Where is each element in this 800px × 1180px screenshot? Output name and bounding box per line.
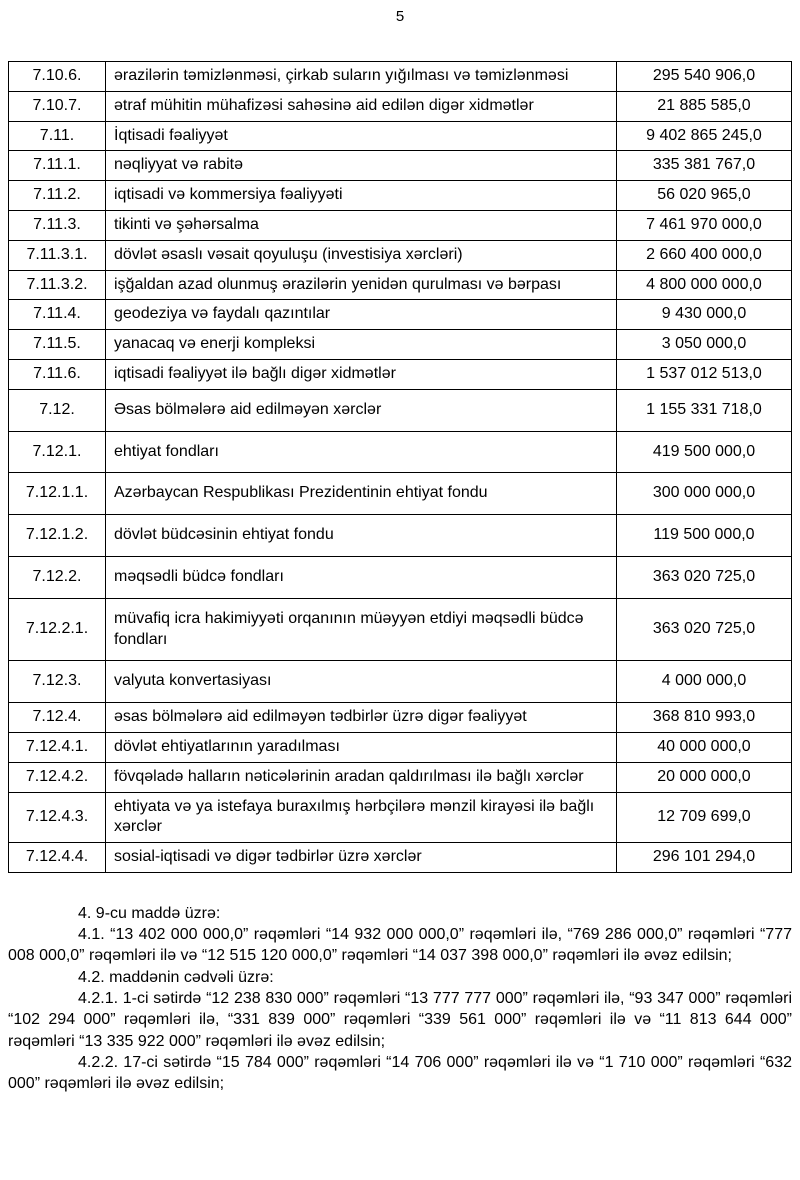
cell-desc: nəqliyyat və rabitə [106, 151, 617, 181]
cell-desc: Əsas bölmələrə aid edilməyən xərclər [106, 389, 617, 431]
cell-amount: 7 461 970 000,0 [617, 210, 792, 240]
table-row [9, 598, 792, 661]
cell-code: 7.11.3.1. [9, 240, 106, 270]
table-row [9, 473, 792, 515]
cell-amount: 363 020 725,0 [617, 598, 792, 661]
cell-desc: İqtisadi fəaliyyət [106, 121, 617, 151]
cell-amount: 300 000 000,0 [617, 473, 792, 515]
table-row [9, 762, 792, 792]
cell-desc: valyuta konvertasiyası [106, 661, 617, 703]
cell-amount: 295 540 906,0 [617, 62, 792, 92]
paragraph-4-2-1: 4.2.1. 1-ci sətirdə “12 238 830 000” rəqəmləri “13 777 777 000” rəqəmləri ilə, “93 347 000” rəqəmləri “102 294 000” rəqəmləri ilə, “331 839 000” rəqəmləri “339 561 000” rəqəmləri ilə və “11 813 644 000” rəqəmləri “13 335 922 000” rəqəmləri ilə əvəz edilsin; [8, 989, 792, 1050]
cell-amount: 2 660 400 000,0 [617, 240, 792, 270]
cell-amount: 9 402 865 245,0 [617, 121, 792, 151]
table-row [9, 359, 792, 389]
cell-amount: 12 709 699,0 [617, 792, 792, 843]
cell-code: 7.11.3. [9, 210, 106, 240]
table-row [9, 661, 792, 703]
cell-desc: müvafiq icra hakimiyyəti orqanının müəyyən etdiyi məqsədli büdcə fondları [106, 598, 617, 661]
paragraph-4-2: 4.2. maddənin cədvəli üzrə: [78, 968, 274, 986]
cell-code: 7.12.1. [9, 431, 106, 473]
table-row [9, 121, 792, 151]
cell-code: 7.11.4. [9, 300, 106, 330]
cell-code: 7.11.2. [9, 181, 106, 211]
cell-amount: 368 810 993,0 [617, 703, 792, 733]
cell-desc: ehtiyata və ya istefaya buraxılmış hərbçilərə mənzil kirayəsi ilə bağlı xərclər [106, 792, 617, 843]
cell-desc: işğaldan azad olunmuş ərazilərin yenidən qurulması və bərpası [106, 270, 617, 300]
cell-desc: iqtisadi fəaliyyət ilə bağlı digər xidmətlər [106, 359, 617, 389]
cell-desc: sosial-iqtisadi və digər tədbirlər üzrə xərclər [106, 843, 617, 873]
cell-amount: 4 800 000 000,0 [617, 270, 792, 300]
cell-amount: 1 155 331 718,0 [617, 389, 792, 431]
cell-code: 7.11. [9, 121, 106, 151]
table-row [9, 181, 792, 211]
table-row [9, 843, 792, 873]
cell-desc: geodeziya və faydalı qazıntılar [106, 300, 617, 330]
cell-desc: ərazilərin təmizlənməsi, çirkab suların yığılması və təmizlənməsi [106, 62, 617, 92]
table-row [9, 556, 792, 598]
cell-amount: 119 500 000,0 [617, 515, 792, 557]
cell-code: 7.12.4.4. [9, 843, 106, 873]
cell-code: 7.12.1.1. [9, 473, 106, 515]
cell-code: 7.10.7. [9, 91, 106, 121]
table-row [9, 732, 792, 762]
cell-amount: 1 537 012 513,0 [617, 359, 792, 389]
cell-code: 7.12.4. [9, 703, 106, 733]
cell-amount: 20 000 000,0 [617, 762, 792, 792]
cell-amount: 3 050 000,0 [617, 330, 792, 360]
cell-desc: əsas bölmələrə aid edilməyən tədbirlər üzrə digər fəaliyyət [106, 703, 617, 733]
budget-table-body [9, 62, 792, 873]
cell-amount: 363 020 725,0 [617, 556, 792, 598]
cell-desc: dövlət əsaslı vəsait qoyuluşu (investisiya xərcləri) [106, 240, 617, 270]
cell-desc: yanacaq və enerji kompleksi [106, 330, 617, 360]
cell-amount: 335 381 767,0 [617, 151, 792, 181]
paragraph-4-2-2: 4.2.2. 17-ci sətirdə “15 784 000” rəqəmləri “14 706 000” rəqəmləri ilə və “1 710 000” rəqəmləri “632 000” rəqəmləri ilə əvəz edilsin; [8, 1053, 792, 1093]
paragraph-4: 4. 9-cu maddə üzrə: [78, 904, 221, 922]
table-row [9, 270, 792, 300]
cell-amount: 9 430 000,0 [617, 300, 792, 330]
cell-desc: ətraf mühitin mühafizəsi sahəsinə aid edilən digər xidmətlər [106, 91, 617, 121]
cell-desc: tikinti və şəhərsalma [106, 210, 617, 240]
page-number: 5 [395, 8, 405, 25]
cell-desc: fövqəladə halların nəticələrinin aradan qaldırılması ilə bağlı xərclər [106, 762, 617, 792]
cell-code: 7.12.2. [9, 556, 106, 598]
cell-desc: dövlət ehtiyatlarının yaradılması [106, 732, 617, 762]
cell-code: 7.11.5. [9, 330, 106, 360]
cell-desc: məqsədli büdcə fondları [106, 556, 617, 598]
cell-desc: iqtisadi və kommersiya fəaliyyəti [106, 181, 617, 211]
cell-code: 7.11.1. [9, 151, 106, 181]
cell-amount: 4 000 000,0 [617, 661, 792, 703]
cell-amount: 21 885 585,0 [617, 91, 792, 121]
cell-code: 7.12.3. [9, 661, 106, 703]
cell-amount: 40 000 000,0 [617, 732, 792, 762]
cell-code: 7.12.4.1. [9, 732, 106, 762]
table-row [9, 300, 792, 330]
table-row [9, 703, 792, 733]
table-row [9, 62, 792, 92]
table-row [9, 431, 792, 473]
table-row [9, 515, 792, 557]
paragraph-4-1: 4.1. “13 402 000 000,0” rəqəmləri “14 932 000 000,0” rəqəmləri ilə, “769 286 000,0” rəqəmləri “777 008 000,0” rəqəmləri ilə və “12 515 120 000,0” rəqəmləri “14 037 398 000,0” rəqəmləri ilə əvəz edilsin; [8, 926, 792, 965]
cell-desc: Azərbaycan Respublikası Prezidentinin ehtiyat fondu [106, 473, 617, 515]
cell-amount: 419 500 000,0 [617, 431, 792, 473]
table-row [9, 330, 792, 360]
cell-amount: 296 101 294,0 [617, 843, 792, 873]
table-row [9, 91, 792, 121]
cell-code: 7.12. [9, 389, 106, 431]
cell-code: 7.12.4.3. [9, 792, 106, 843]
cell-code: 7.11.3.2. [9, 270, 106, 300]
table-row [9, 240, 792, 270]
cell-code: 7.12.1.2. [9, 515, 106, 557]
cell-code: 7.12.4.2. [9, 762, 106, 792]
cell-desc: dövlət büdcəsinin ehtiyat fondu [106, 515, 617, 557]
cell-code: 7.10.6. [9, 62, 106, 92]
table-row [9, 210, 792, 240]
amendment-text [8, 903, 792, 1094]
cell-code: 7.11.6. [9, 359, 106, 389]
table-row [9, 792, 792, 843]
cell-desc: ehtiyat fondları [106, 431, 617, 473]
budget-table [8, 61, 792, 873]
cell-amount: 56 020 965,0 [617, 181, 792, 211]
table-row [9, 151, 792, 181]
cell-code: 7.12.2.1. [9, 598, 106, 661]
table-row [9, 389, 792, 431]
